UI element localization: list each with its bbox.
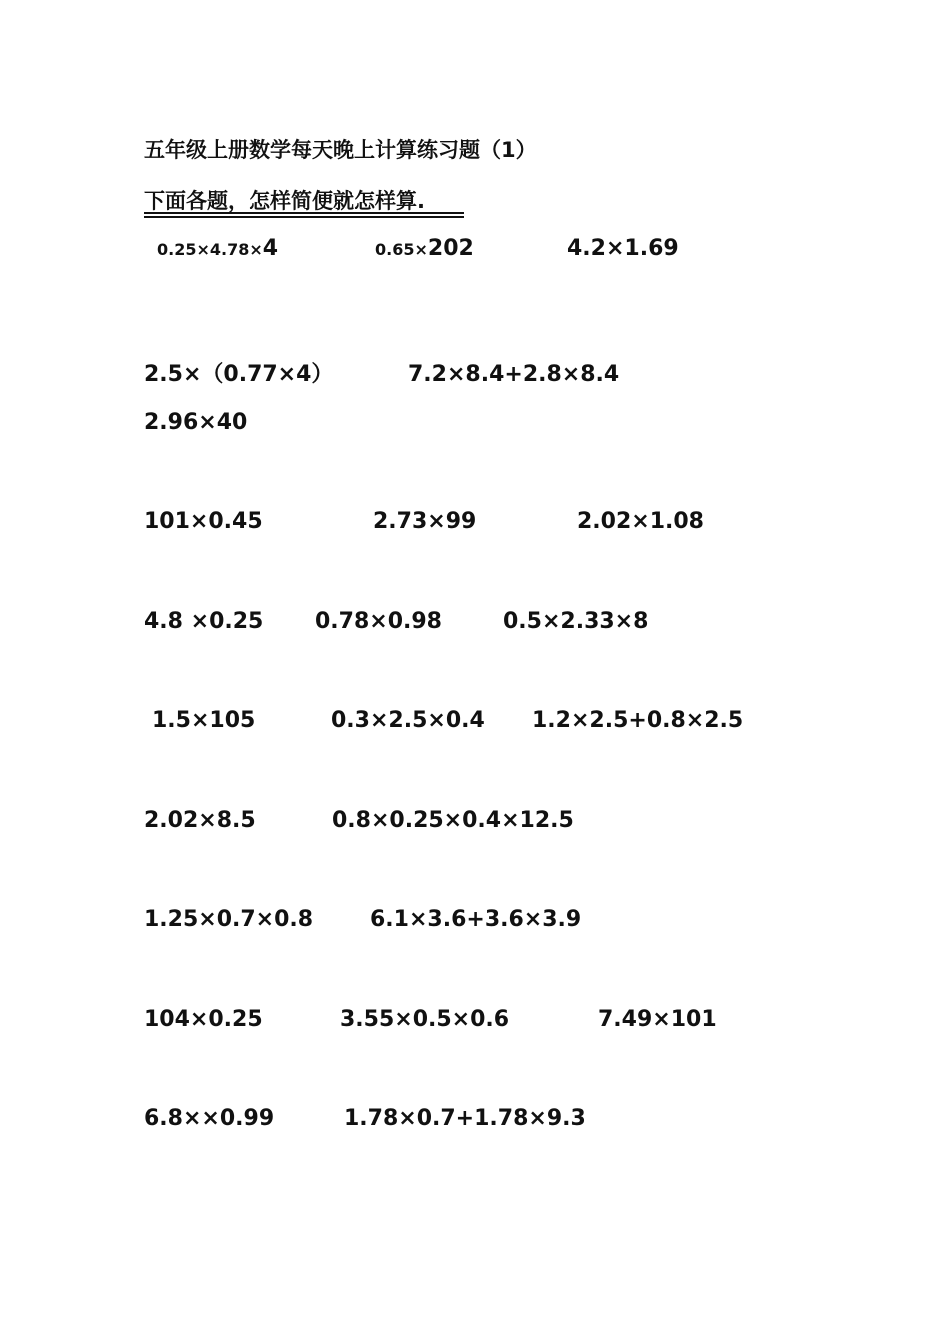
problem-9-1: 104×0.25 — [144, 1007, 263, 1032]
problem-2-2: 7.2×8.4+2.8×8.4 — [408, 362, 620, 387]
problem-10-2: 1.78×0.7+1.78×9.3 — [344, 1106, 586, 1131]
problem-6-1: 1.5×105 — [152, 708, 256, 733]
problem-8-2: 6.1×3.6+3.6×3.9 — [370, 907, 582, 932]
instruction-text: 下面各题，怎样简便就怎样算. — [144, 189, 425, 213]
problem-4-1: 101×0.45 — [144, 509, 263, 534]
problem-5-1: 4.8 ×0.25 — [144, 609, 264, 634]
problem-5-2: 0.78×0.98 — [315, 609, 442, 634]
instruction-underline-bottom — [144, 216, 464, 218]
problem-7-1: 2.02×8.5 — [144, 808, 256, 833]
problem-6-3: 1.2×2.5+0.8×2.5 — [532, 708, 744, 733]
problem-6-2: 0.3×2.5×0.4 — [331, 708, 485, 733]
problem-7-2: 0.8×0.25×0.4×12.5 — [332, 808, 574, 833]
problem-3-1: 2.96×40 — [144, 410, 248, 435]
instruction-underline-top — [144, 212, 464, 214]
problem-1-3: 4.2×1.69 — [567, 236, 679, 261]
problem-5-3: 0.5×2.33×8 — [503, 609, 649, 634]
problem-10-1: 6.8××0.99 — [144, 1106, 275, 1131]
problem-9-3: 7.49×101 — [598, 1007, 717, 1032]
problem-9-2: 3.55×0.5×0.6 — [340, 1007, 510, 1032]
problem-2-1: 2.5×（0.77×4） — [144, 362, 334, 387]
problem-4-2: 2.73×99 — [373, 509, 477, 534]
problem-1-1: 0.25×4.78×4 — [157, 236, 279, 261]
problem-1-2: 0.65×202 — [375, 236, 474, 261]
problem-8-1: 1.25×0.7×0.8 — [144, 907, 314, 932]
worksheet-title: 五年级上册数学每天晚上计算练习题（1） — [144, 138, 537, 162]
problem-4-3: 2.02×1.08 — [577, 509, 704, 534]
